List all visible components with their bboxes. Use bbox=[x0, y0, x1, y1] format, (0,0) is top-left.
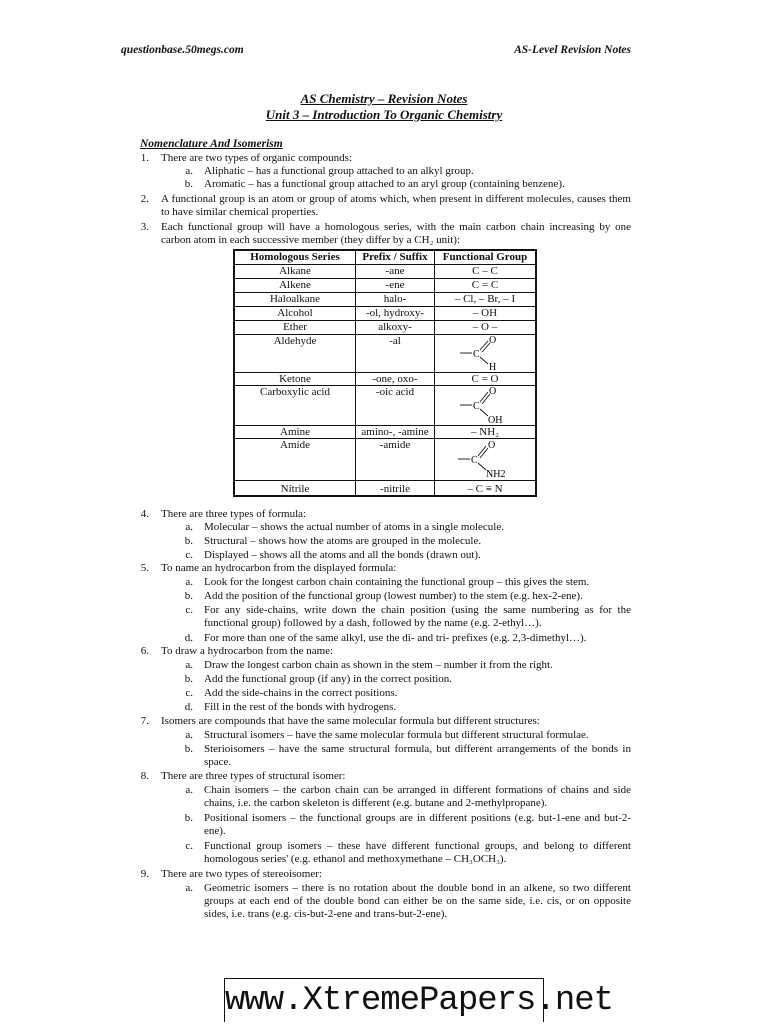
aldehyde-structure bbox=[435, 334, 537, 372]
item-number: 9. bbox=[140, 868, 149, 880]
table-cell: -ol, hydroxy- bbox=[356, 306, 435, 320]
item-number: 4. bbox=[140, 508, 149, 520]
list-item: There are two types of stereoisomer: bbox=[161, 868, 322, 880]
table-row bbox=[234, 278, 536, 292]
sub-letter: b. bbox=[184, 673, 193, 685]
sub-letter: b. bbox=[184, 178, 193, 190]
sub-letter: a. bbox=[185, 784, 193, 796]
table-cell: -oic acid bbox=[356, 385, 435, 425]
table-cell: – OH bbox=[435, 306, 537, 320]
sub-letter: a. bbox=[185, 729, 193, 741]
sub-letter: b. bbox=[184, 812, 193, 824]
list-item: Sterioisomers – have the same structural formula, but different arrangements of the bonds in space. bbox=[204, 743, 631, 768]
svg-text:NH2: NH2 bbox=[486, 468, 506, 479]
sub-letter: b. bbox=[184, 590, 193, 602]
table-cell: – O – bbox=[435, 320, 537, 334]
table-cell: -nitrile bbox=[356, 480, 435, 496]
table-cell: Amide bbox=[234, 438, 356, 480]
sub-letter: a. bbox=[185, 576, 193, 588]
list-item: A functional group is an atom or group of atoms which, when present in different molecules, causes them to have similar chemical properties. bbox=[161, 193, 631, 218]
table-cell: Ether bbox=[234, 320, 356, 334]
list-item: Add the side-chains in the correct positions. bbox=[204, 687, 398, 699]
table-cell: – NH₂ bbox=[435, 425, 537, 438]
sub-letter: c. bbox=[185, 549, 193, 561]
table-header: Functional Group bbox=[435, 250, 537, 264]
sub-letter: a. bbox=[185, 521, 193, 533]
list-item: There are two types of organic compounds: bbox=[161, 152, 353, 164]
table-cell: C – C bbox=[435, 264, 537, 278]
amide-structure bbox=[435, 438, 537, 480]
list-item: Aliphatic – has a functional group attached to an alkyl group. bbox=[204, 165, 474, 177]
sub-letter: b. bbox=[184, 743, 193, 755]
table-cell: Alcohol bbox=[234, 306, 356, 320]
list-item: Draw the longest carbon chain as shown in the stem – number it from the right. bbox=[204, 659, 553, 671]
table-cell: -ane bbox=[356, 264, 435, 278]
list-item: Chain isomers – the carbon chain can be arranged in different formations of chains and side chains, i.e. the carbon skeleton is different (e.g. butane and 2-methylpropane). bbox=[204, 784, 631, 809]
svg-text:C: C bbox=[473, 348, 480, 360]
list-item: Positional isomers – the functional groups are in different positions (e.g. but-1-ene and but-2-ene). bbox=[204, 812, 631, 837]
page-subtitle: Unit 3 – Introduction To Organic Chemistry bbox=[265, 107, 503, 122]
list-item: Geometric isomers – there is no rotation about the double bond in an alkene, so two different groups at each end of the double bond can either be on the same side, i.e. cis, or on opposite sides, i.e. trans (e.g. cis-but-2-ene and trans-but-2-ene). bbox=[204, 882, 631, 920]
table-cell: halo- bbox=[356, 292, 435, 306]
svg-text:OH: OH bbox=[488, 414, 503, 424]
list-item: Add the position of the functional group (lowest number) to the stem (e.g. hex-2-ene). bbox=[204, 590, 583, 602]
header-right: AS-Level Revision Notes bbox=[514, 44, 631, 56]
table-row bbox=[234, 264, 536, 278]
table-cell: Carboxylic acid bbox=[234, 385, 356, 425]
list-item: Aromatic – has a functional group attached to an aryl group (containing benzene). bbox=[204, 178, 565, 190]
list-item: There are three types of formula: bbox=[161, 508, 307, 520]
svg-text:H: H bbox=[489, 361, 497, 371]
table-cell: C = C bbox=[435, 278, 537, 292]
svg-text:C: C bbox=[471, 454, 478, 466]
table-header: Prefix / Suffix bbox=[356, 250, 435, 264]
item-number: 5. bbox=[140, 562, 149, 574]
table-row bbox=[234, 372, 536, 385]
table-row bbox=[234, 306, 536, 320]
svg-text:O: O bbox=[488, 439, 496, 451]
table-row bbox=[234, 385, 536, 425]
table-row bbox=[234, 480, 536, 496]
table-cell: – C ≡ N bbox=[435, 480, 537, 496]
item-number: 1. bbox=[140, 152, 149, 164]
sub-letter: c. bbox=[185, 687, 193, 699]
table-cell: Nitrile bbox=[234, 480, 356, 496]
carboxylic-acid-structure bbox=[435, 385, 537, 425]
list-item: Functional group isomers – these have different functional groups, and belong to different homologous series' (e.g. ethanol and methoxymethane – CH₃OCH₃). bbox=[204, 840, 631, 865]
table-row bbox=[234, 292, 536, 306]
sub-letter: d. bbox=[184, 632, 193, 644]
sub-letter: b. bbox=[184, 535, 193, 547]
list-item: There are three types of structural isomer: bbox=[161, 770, 346, 782]
item-number: 8. bbox=[140, 770, 149, 782]
sub-letter: a. bbox=[185, 882, 193, 894]
sub-letter: a. bbox=[185, 659, 193, 671]
table-header: Homologous Series bbox=[234, 250, 356, 264]
table-cell: -one, oxo- bbox=[356, 372, 435, 385]
item-number: 3. bbox=[140, 221, 149, 233]
item-number: 7. bbox=[140, 715, 149, 727]
list-item: Each functional group will have a homologous series, with the main carbon chain increasing by one carbon atom in each successive member (they differ by a CH₂ unit): bbox=[161, 221, 631, 246]
sub-letter: d. bbox=[184, 701, 193, 713]
table-cell: -al bbox=[356, 334, 435, 372]
list-item: For more than one of the same alkyl, use the di- and tri- prefixes (e.g. 2,3-dimethyl…). bbox=[204, 632, 587, 644]
table-row bbox=[234, 334, 536, 372]
list-item: Fill in the rest of the bonds with hydrogens. bbox=[204, 701, 397, 713]
list-item: Displayed – shows all the atoms and all the bonds (drawn out). bbox=[204, 549, 481, 561]
sub-letter: c. bbox=[185, 604, 193, 616]
table-row bbox=[234, 320, 536, 334]
table-row bbox=[234, 425, 536, 438]
list-item: To name an hydrocarbon from the displayed formula: bbox=[161, 562, 397, 574]
table-cell: amino-, -amine bbox=[356, 425, 435, 438]
table-cell: Amine bbox=[234, 425, 356, 438]
list-item: Isomers are compounds that have the same molecular formula but different structures: bbox=[161, 715, 540, 727]
table-cell: Alkane bbox=[234, 264, 356, 278]
footer-watermark: www.XtremePapers.net bbox=[224, 978, 544, 1022]
list-item: Look for the longest carbon chain containing the functional group – this gives the stem. bbox=[204, 576, 590, 588]
section-heading: Nomenclature And Isomerism bbox=[140, 138, 283, 150]
sub-letter: c. bbox=[185, 840, 193, 852]
table-cell: -ene bbox=[356, 278, 435, 292]
list-item: Molecular – shows the actual number of atoms in a single molecule. bbox=[204, 521, 504, 533]
page-title: AS Chemistry – Revision Notes bbox=[300, 91, 468, 106]
header-left: questionbase.50megs.com bbox=[121, 44, 244, 56]
table-row bbox=[234, 438, 536, 480]
table-cell: Aldehyde bbox=[234, 334, 356, 372]
table-cell: – Cl, – Br, – I bbox=[435, 292, 537, 306]
sub-letter: a. bbox=[185, 165, 193, 177]
list-item: For any side-chains, write down the chain position (using the same numbering as for the functional group) followed by a dash, followed by the name (e.g. 2-ethyl…). bbox=[204, 604, 631, 629]
table-cell: -amide bbox=[356, 438, 435, 480]
table-cell: Haloalkane bbox=[234, 292, 356, 306]
table-cell: alkoxy- bbox=[356, 320, 435, 334]
table-cell: Ketone bbox=[234, 372, 356, 385]
list-item: To draw a hydrocarbon from the name: bbox=[161, 645, 334, 657]
item-number: 2. bbox=[140, 193, 149, 205]
item-number: 6. bbox=[140, 645, 149, 657]
list-item: Structural – shows how the atoms are grouped in the molecule. bbox=[204, 535, 482, 547]
svg-text:C: C bbox=[473, 400, 480, 412]
homologous-series-table bbox=[233, 249, 537, 497]
list-item: Add the functional group (if any) in the correct position. bbox=[204, 673, 453, 685]
table-cell: C = O bbox=[435, 372, 537, 385]
svg-text:O: O bbox=[489, 385, 497, 397]
table-cell: Alkene bbox=[234, 278, 356, 292]
list-item: Structural isomers – have the same molecular formula but different structural formulae. bbox=[204, 729, 589, 741]
svg-text:O: O bbox=[489, 334, 497, 346]
